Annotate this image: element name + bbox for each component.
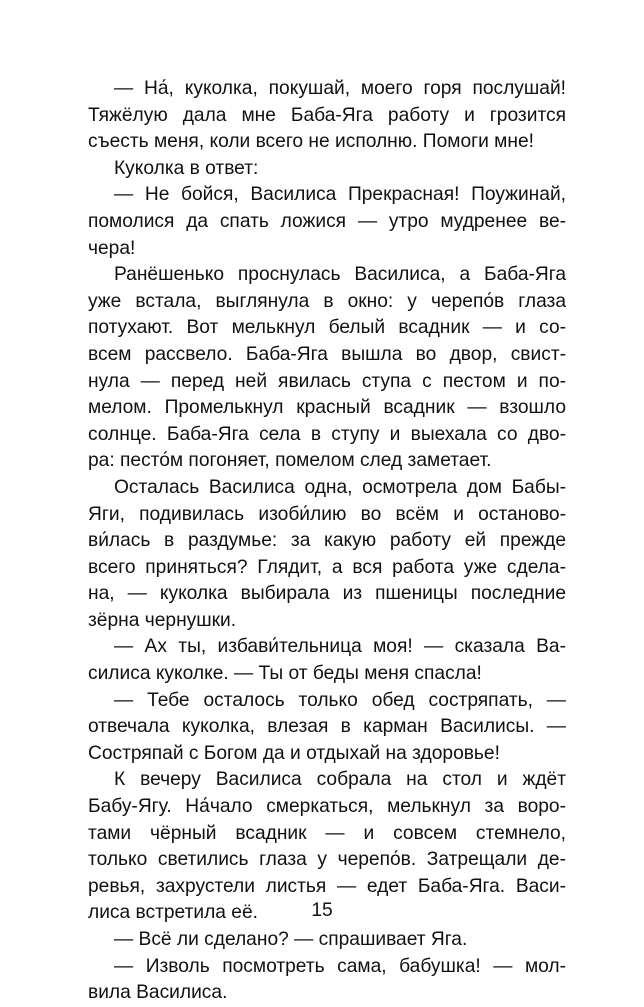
text-line: — Всё ли сделано? — спрашивает Яга. xyxy=(114,929,468,950)
text-line: Куколка в ответ: xyxy=(114,157,259,179)
paragraph xyxy=(88,927,566,954)
text-line: нула — перед ней явилась ступа с пестом и по- xyxy=(88,370,566,392)
text-line: Состряпай с Богом да и отдыхай на здоровье! xyxy=(88,742,500,764)
text-line: всего приняться? Глядит, а вся работа уже сдела- xyxy=(88,556,566,578)
text-line: К вечеру Василиса собрала на стол и ждёт xyxy=(114,769,566,791)
paragraph xyxy=(88,688,566,768)
text-line: ви́лась в раздумье: за какую работу ей прежде xyxy=(88,530,566,552)
text-line: потухают. Вот мелькнул белый всадник — и со- xyxy=(88,317,566,339)
body-text xyxy=(88,76,566,1007)
text-line: только светились глаза у черепо́в. Затрещали де- xyxy=(88,849,566,871)
text-line: силиса куколке. — Ты от беды меня спасла! xyxy=(88,663,482,685)
text-line: съесть меня, коли всего не исполню. Помоги мне! xyxy=(88,131,534,153)
text-line: уже встала, выглянула в окно: у черепо́в глаза xyxy=(88,290,566,312)
paragraph xyxy=(88,954,566,1007)
text-line: — Не бойся, Василиса Прекрасная! Поужинай, xyxy=(114,184,566,206)
text-line: на, — куколка выбирала из пшеницы последние xyxy=(88,583,566,605)
text-line: вила Василиса. xyxy=(88,982,228,1004)
text-line: отвечала куколка, влезая в карман Василисы. — xyxy=(88,716,566,738)
text-line: помолися да спать ложися — утро мудренее ве- xyxy=(88,210,566,232)
text-line: мелом. Промелькнул красный всадник — взошло xyxy=(88,397,566,419)
paragraph xyxy=(88,182,566,262)
paragraph xyxy=(88,156,566,183)
text-line: — На́, куколка, покушай, моего горя послушай! xyxy=(114,78,566,99)
text-line: солнце. Баба-Яга села в ступу и выехала со дво- xyxy=(88,423,566,445)
text-line: лиса встретила её. xyxy=(88,902,258,924)
text-line: — Ах ты, избави́тельница моя! — сказала Ва- xyxy=(114,636,566,658)
text-line: — Изволь посмотреть сама, бабушка! — мол- xyxy=(114,955,566,977)
text-line: Яги, подивилась изоби́лию во всём и останово- xyxy=(88,503,566,525)
text-line: Осталась Василиса одна, осмотрела дом Бабы- xyxy=(114,476,566,498)
text-line: Бабу-Ягу. На́чало смеркаться, мелькнул за воро- xyxy=(88,796,566,818)
text-line: ревья, захрустели листья — едет Баба-Яга. Васи- xyxy=(88,875,566,897)
paragraph xyxy=(88,475,566,635)
text-line: — Тебе осталось только обед состряпать, — xyxy=(114,689,566,711)
text-line: Ранёшенько проснулась Василиса, а Баба-Яга xyxy=(114,264,566,286)
text-line: зёрна чернушки. xyxy=(88,609,237,631)
text-line: чера! xyxy=(88,237,136,259)
text-line: ра: песто́м погоняет, помелом след заметает. xyxy=(88,450,492,472)
page-number: 15 xyxy=(311,900,333,921)
paragraph xyxy=(88,262,566,475)
text-line: всем рассвело. Баба-Яга вышла во двор, свист- xyxy=(88,343,566,365)
paragraph xyxy=(88,76,566,156)
text-line: Тяжёлую дала мне Баба-Яга работу и грозится xyxy=(88,104,566,126)
text-line: тами чёрный всадник — и совсем стемнело, xyxy=(88,822,566,844)
paragraph xyxy=(88,634,566,687)
